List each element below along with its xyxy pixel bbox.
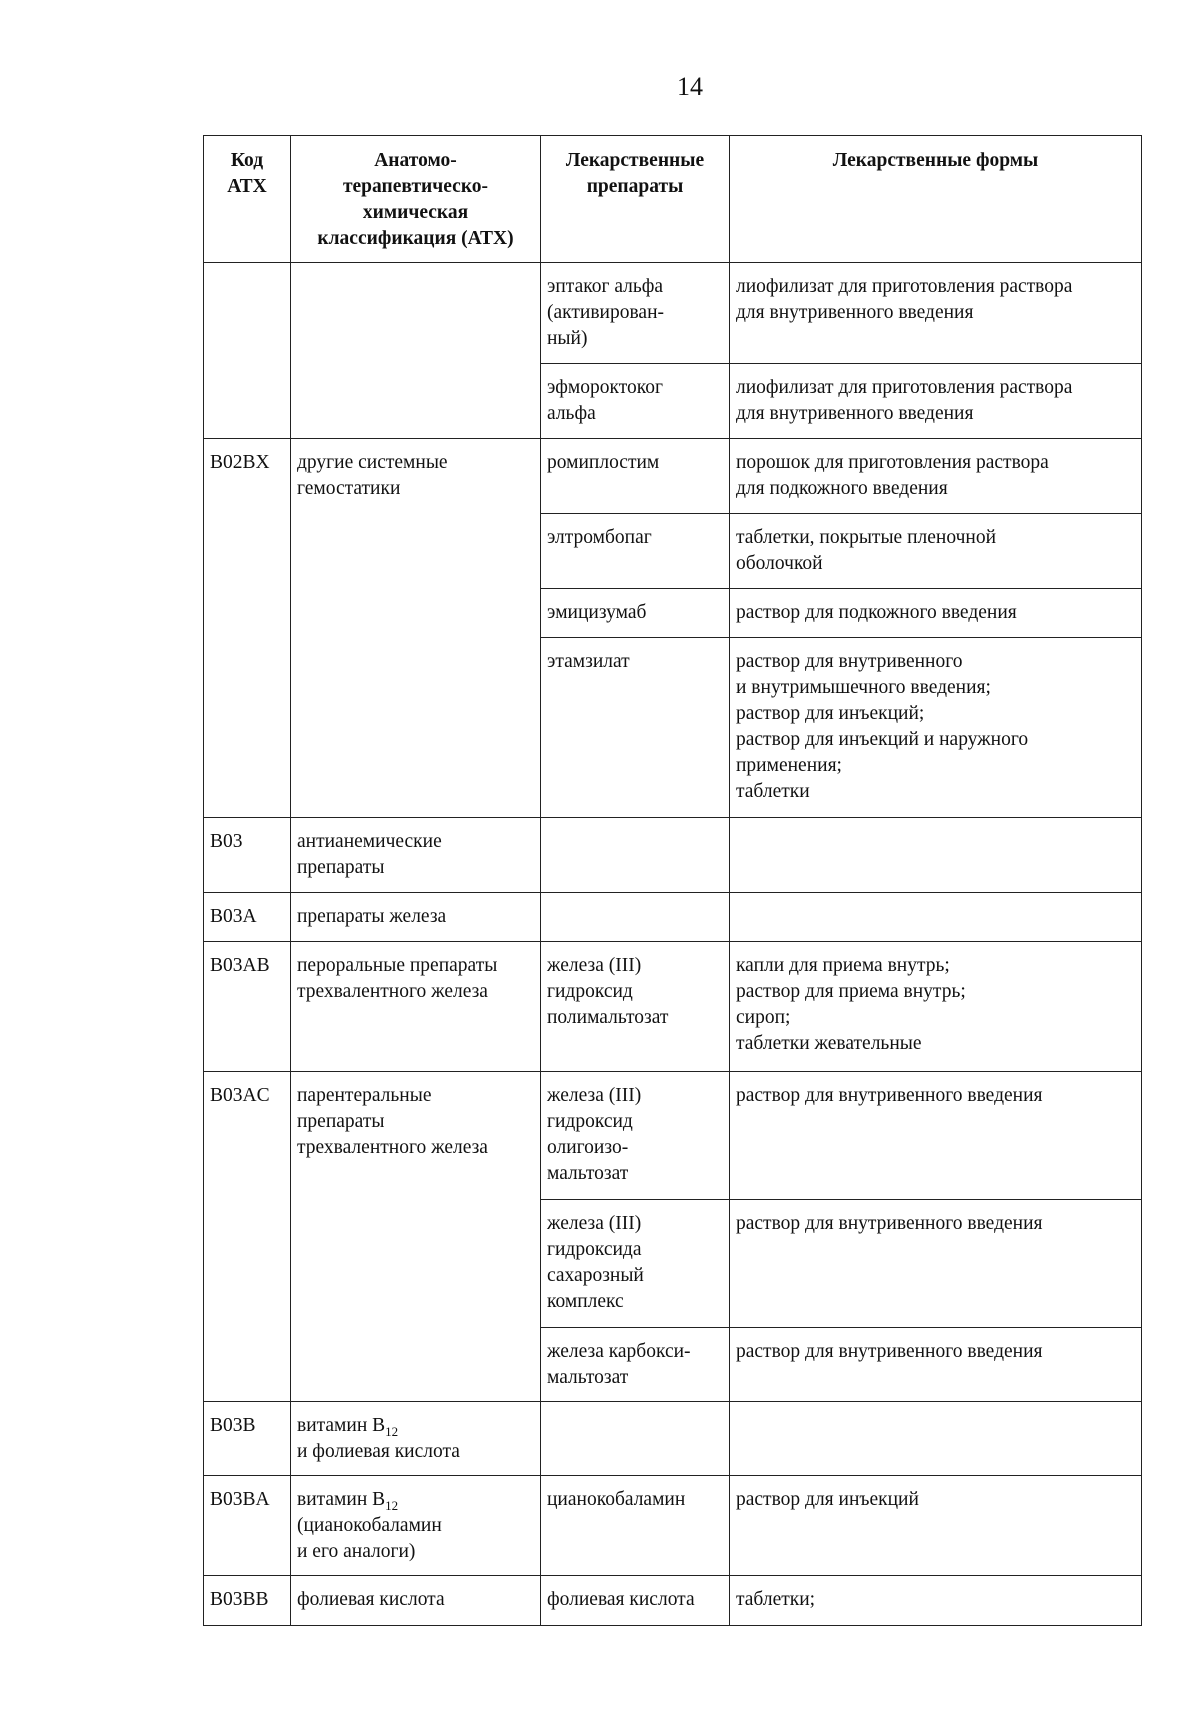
atx-table [203, 135, 1142, 1626]
table-row [204, 893, 1142, 942]
drug-cell: эфмороктоког альфа [541, 364, 730, 439]
code-cell: B03AC [204, 1072, 291, 1402]
table-row [204, 1072, 1142, 1200]
drug-cell: эмицизумаб [541, 589, 730, 638]
header-forms: Лекарственные формы [730, 136, 1142, 263]
code-cell: B03BA [204, 1476, 291, 1576]
classification-cell: фолиевая кислота [291, 1576, 541, 1626]
code-cell: B03B [204, 1402, 291, 1476]
table-row [204, 1402, 1142, 1476]
vitamin-subscript: 12 [385, 1423, 399, 1439]
form-cell: порошок для приготовления раствора для подкожного введения [730, 439, 1142, 514]
form-cell [730, 893, 1142, 942]
table-row [204, 263, 1142, 364]
code-cell: B03AB [204, 942, 291, 1072]
drug-cell: железа карбокси- мальтозат [541, 1328, 730, 1402]
classification-cell: пероральные препараты трехвалентного железа [291, 942, 541, 1072]
form-cell: лиофилизат для приготовления раствора для внутривенного введения [730, 364, 1142, 439]
classification-rest: (цианокобаламин и его аналоги) [297, 1515, 442, 1562]
form-cell: раствор для подкожного введения [730, 589, 1142, 638]
form-cell [730, 1402, 1142, 1476]
classification-cell [291, 263, 541, 439]
drug-cell [541, 893, 730, 942]
classification-cell: другие системные гемостатики [291, 439, 541, 818]
drug-cell: железа (III) гидроксида сахарозный комплекс [541, 1200, 730, 1328]
classification-cell: антианемические препараты [291, 818, 541, 893]
form-cell: раствор для внутривенного введения [730, 1328, 1142, 1402]
table-row [204, 439, 1142, 514]
drug-cell: ромиплостим [541, 439, 730, 514]
table-row [204, 1476, 1142, 1576]
drug-cell: железа (III) гидроксид олигоизо- мальтозат [541, 1072, 730, 1200]
vitamin-subscript: 12 [385, 1497, 399, 1513]
code-cell: B03 [204, 818, 291, 893]
drug-cell [541, 818, 730, 893]
form-cell: раствор для инъекций [730, 1476, 1142, 1576]
drug-cell: этамзилат [541, 638, 730, 818]
vitamin-label: витамин B [297, 1415, 386, 1436]
form-cell: раствор для внутривенного введения [730, 1200, 1142, 1328]
code-cell: B03A [204, 893, 291, 942]
form-cell: раствор для внутривенного и внутримышечного введения; раствор для инъекций; раствор для инъекций и наружного применения; таблетки [730, 638, 1142, 818]
header-classification: Анатомо- терапевтическо- химическая классификация (АТХ) [291, 136, 541, 263]
header-drugs: Лекарственные препараты [541, 136, 730, 263]
code-cell: B03BB [204, 1576, 291, 1626]
classification-cell [291, 1402, 541, 1476]
form-cell: таблетки; [730, 1576, 1142, 1626]
drug-cell: железа (III) гидроксид полимальтозат [541, 942, 730, 1072]
vitamin-label: витамин B [297, 1489, 386, 1510]
drug-cell: эптаког альфа (активирован- ный) [541, 263, 730, 364]
form-cell: капли для приема внутрь; раствор для приема внутрь; сироп; таблетки жевательные [730, 942, 1142, 1072]
table-row [204, 942, 1142, 1072]
table-row [204, 1576, 1142, 1626]
drug-cell: элтромбопаг [541, 514, 730, 589]
classification-cell [291, 1476, 541, 1576]
table-row [204, 818, 1142, 893]
drug-cell: цианокобаламин [541, 1476, 730, 1576]
drug-cell: фолиевая кислота [541, 1576, 730, 1626]
form-cell: лиофилизат для приготовления раствора для внутривенного введения [730, 263, 1142, 364]
classification-rest: и фолиевая кислота [297, 1441, 460, 1462]
header-code: Код АТХ [204, 136, 291, 263]
code-cell [204, 263, 291, 439]
table-header-row [204, 136, 1142, 263]
code-cell: B02BX [204, 439, 291, 818]
page-number: 14 [677, 72, 703, 101]
form-cell: таблетки, покрытые пленочной оболочкой [730, 514, 1142, 589]
form-cell: раствор для внутривенного введения [730, 1072, 1142, 1200]
drug-cell [541, 1402, 730, 1476]
form-cell [730, 818, 1142, 893]
classification-cell: препараты железа [291, 893, 541, 942]
classification-cell: парентеральные препараты трехвалентного железа [291, 1072, 541, 1402]
